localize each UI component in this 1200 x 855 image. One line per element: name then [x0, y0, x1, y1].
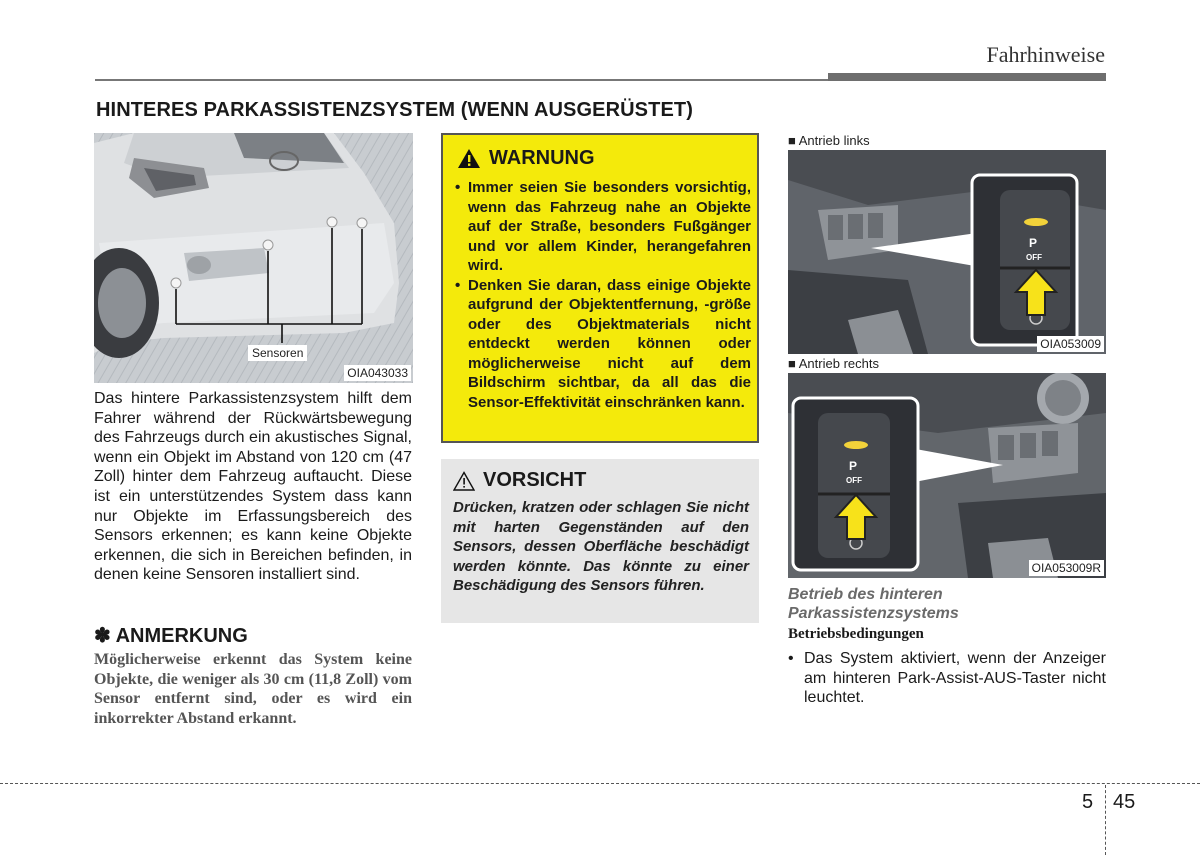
warning-item: • Immer seien Sie besonders vorsichtig, wenn das Fahrzeug nahe an Objekte auf der Straße, besonders Fußgänger und vor allem Kinder, herangefahren wird. [455, 178, 751, 276]
note-title-text: ANMERKUNG [115, 625, 248, 647]
section-title: HINTERES PARKASSISTENZSYSTEM (WENN AUSGERÜSTET) [96, 99, 693, 121]
rear-bumper-figure [94, 133, 413, 383]
caution-title: VORSICHT [483, 469, 587, 491]
conditions-heading: Betriebsbedingungen [788, 626, 924, 642]
header-rule-accent [828, 73, 1106, 81]
left-drive-label-text: Antrieb links [798, 133, 870, 148]
conditions-list [788, 649, 1106, 708]
svg-text:P: P [849, 459, 858, 473]
svg-text:P: P [1029, 236, 1038, 250]
operation-heading-line2: Parkassistenzsystems [788, 605, 959, 622]
footer-vertical-divider [1105, 785, 1106, 855]
chapter-title: Fahrhinweise [986, 42, 1105, 67]
footer-divider [0, 783, 1200, 784]
intro-paragraph: Das hintere Parkassistenzsystem hilft dem Fahrer während der Rückwärtsbewegung des Fahrzeugs durch ein akustisches Signal, wenn ein Objekt im Abstand von 120 cm (47 Zoll) hinter dem Fahrzeug auftaucht. Diese ist ein unterstützendes System dass kann nur Objekte im Erfassungsbereich des Sensors erkennen; es kann keine Objekte erkennen, die sich in Bereichen befinden, in denen keine Sensoren installiert sind. [94, 390, 412, 584]
note-title [94, 623, 248, 648]
figure-code: OIA043033 [344, 365, 411, 381]
warning-list [455, 178, 751, 412]
caution-header [453, 469, 586, 492]
caution-box [441, 459, 759, 623]
note-symbol: ✽ [94, 625, 111, 647]
square-bullet-icon: ■ [788, 133, 796, 148]
warning-item: • Denken Sie daran, dass einige Objekte aufgrund der Objektentfernung, -größe oder des Objektmaterials nicht entdeckt werden können oder möglicherweise nicht auf dem Bildschirm sichtbar, da all das die Sensor-Effektivität einschränken kann. [455, 276, 751, 413]
page-number: 45 [1113, 791, 1136, 813]
caution-body: Drücken, kratzen oder schlagen Sie nicht mit harten Gegenständen auf den Sensors, dessen Oberfläche beschädigt werden könnte. Das könnte zu einer Beschädigung des Sensors führen. [453, 499, 749, 594]
chapter-number: 5 [1082, 791, 1094, 813]
header-rule [95, 79, 830, 81]
operation-heading-line1: Betrieb des hinteren [788, 586, 943, 603]
warning-title: WARNUNG [489, 147, 595, 169]
right-drive-figure [788, 373, 1106, 578]
left-drive-dashboard-illustration [788, 150, 1106, 354]
figure-code: OIA053009R [1029, 560, 1104, 576]
square-bullet-icon: ■ [788, 356, 796, 371]
off-text: OFF [1026, 253, 1042, 262]
condition-item: • Das System aktiviert, wenn der Anzeiger am hinteren Park-Assist-AUS-Taster nicht leuchtet. [788, 649, 1106, 708]
note-body: Möglicherweise erkennt das System keine Objekte, die weniger als 30 cm (11,8 Zoll) vom Sensor entfernt sind, oder es wird ein inkorrekter Abstand erkannt. [94, 651, 412, 727]
right-drive-label-text: Antrieb rechts [798, 356, 879, 371]
warning-header [457, 147, 595, 170]
warning-triangle-icon [457, 148, 481, 169]
warning-box [441, 133, 759, 443]
right-drive-dashboard-illustration [788, 373, 1106, 578]
left-drive-figure [788, 150, 1106, 354]
off-text: OFF [846, 476, 862, 485]
caution-triangle-icon [453, 471, 475, 491]
left-drive-label [788, 133, 870, 148]
right-drive-label [788, 356, 879, 371]
figure-code: OIA053009 [1037, 336, 1104, 352]
sensors-label: Sensoren [248, 345, 307, 361]
operation-heading [788, 585, 1106, 623]
